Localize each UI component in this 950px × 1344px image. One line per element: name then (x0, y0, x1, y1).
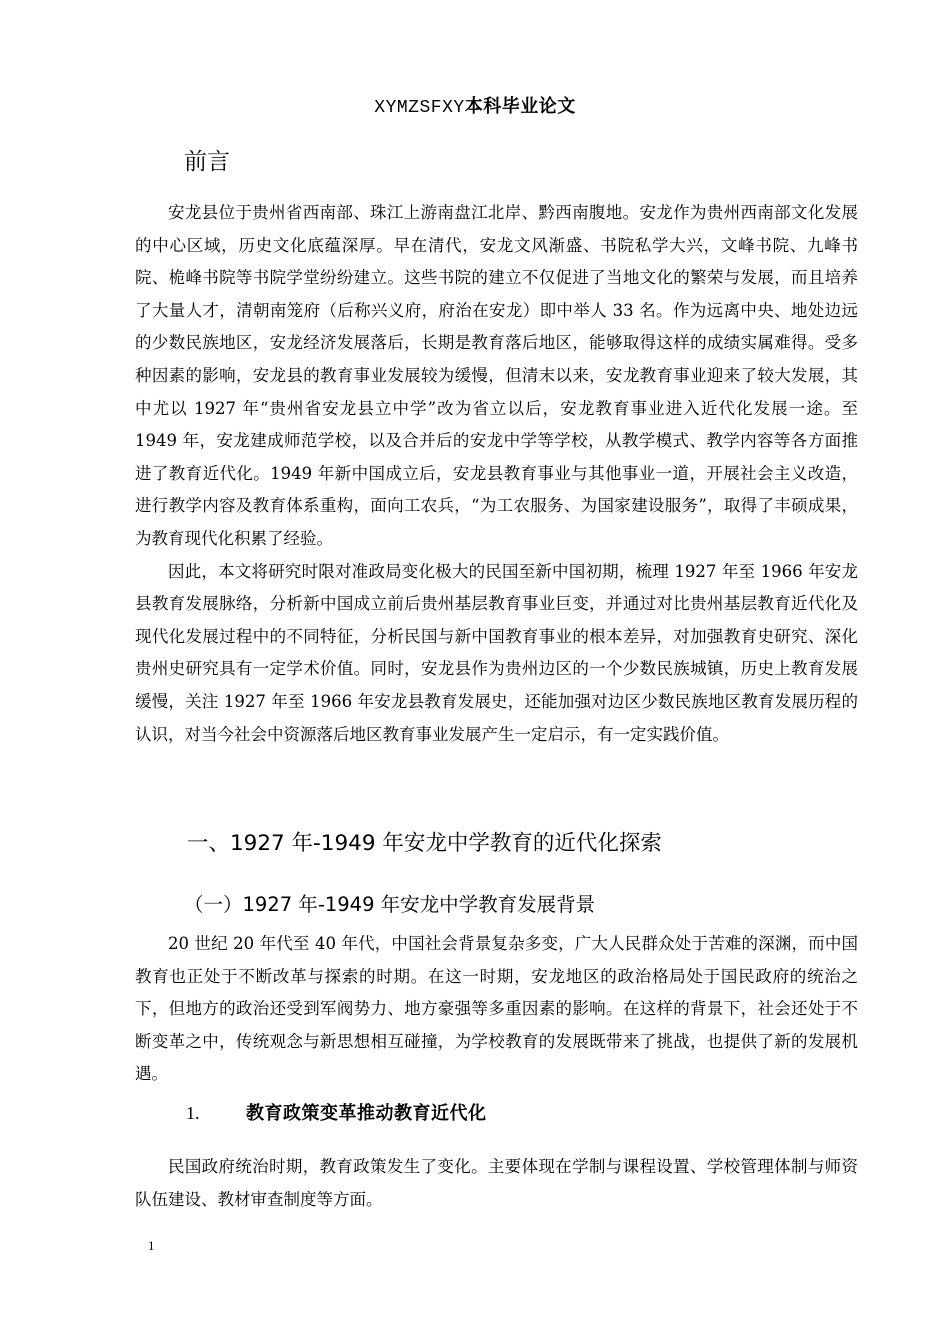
item-1-number: 1. (186, 1103, 200, 1123)
header-cjk-text: 本科毕业论文 (464, 96, 576, 117)
item-1-title: 教育政策变革推动教育近代化 (246, 1103, 487, 1124)
preface-heading: 前言 (184, 149, 230, 175)
subsection-1-paragraph: 20 世纪 20 年代至 40 年代，中国社会背景复杂多变，广大人民群众处于苦难的深渊，而中国教育也正处于不断改革与探索的时期。在这一时期，安龙地区的政治格局处于国民政府的统治之下，但地方的政治还受到军阀势力、地方豪强等多重因素的影响。在这样的背景下，社会还处于不断变革之中，传统观念与新思想相互碰撞，为学校教育的发展既带来了挑战，也提供了新的发展机遇。 (135, 934, 858, 1084)
section-1-heading: 一、1927 年-1949 年安龙中学教育的近代化探索 (187, 831, 662, 856)
item-1-paragraph: 民国政府统治时期，教育政策发生了变化。主要体现在学制与课程设置、学校管理体制与师资队伍建设、教材审查制度等方面。 (135, 1157, 858, 1209)
running-header (0, 92, 950, 118)
preface-body (135, 197, 858, 751)
header-latin-text: XYMZSFXY (374, 98, 465, 118)
item-1-heading (186, 1099, 487, 1125)
preface-paragraph-1: 安龙县位于贵州省西南部、珠江上游南盘江北岸、黔西南腹地。安龙作为贵州西南部文化发展的中心区域，历史文化底蕴深厚。早在清代，安龙文风渐盛、书院私学大兴，文峰书院、九峰书院、桅峰书院等书院学堂纷纷建立。这些书院的建立不仅促进了当地文化的繁荣与发展，而且培养了大量人才，清朝南笼府（后称兴义府，府治在安龙）即中举人 33 名。作为远离中央、地处边远的少数民族地区，安龙经济发展落后，长期是教育落后地区，能够取得这样的成绩实属难得。受多种因素的影响，安龙县的教育事业发展较为缓慢，但清末以来，安龙教育事业迎来了较大发展，其中尤以 1927 年“贵州省安龙县立中学”改为省立以后，安龙教育事业进入近代化发展一途。至 1949 年，安龙建成师范学校，以及合并后的安龙中学等学校，从教学模式、教学内容等各方面推进了教育近代化。1949 年新中国成立后，安龙县教育事业与其他事业一道，开展社会主义改造，进行教学内容及教育体系重构，面向工农兵，“为工农服务、为国家建设服务”，取得了丰硕成果，为教育现代化积累了经验。 (135, 203, 858, 548)
subsection-1-body (135, 928, 858, 1091)
item-1-body (135, 1151, 858, 1216)
preface-paragraph-2: 因此，本文将研究时限对准政局变化极大的民国至新中国初期，梳理 1927 年至 1966 年安龙县教育发展脉络，分析新中国成立前后贵州基层教育事业巨变，并通过对比贵州基层教育近代化及现代化发展过程中的不同特征，分析民国与新中国教育事业的根本差异，对加强教育史研究、深化贵州史研究具有一定学术价值。同时，安龙县作为贵州边区的一个少数民族城镇，历史上教育发展缓慢，关注 1927 年至 1966 年安龙县教育发展史，还能加强对边区少数民族地区教育发展历程的认识，对当今社会中资源落后地区教育事业发展产生一定启示，有一定实践价值。 (135, 561, 858, 744)
page-number: 1 (148, 1238, 155, 1253)
subsection-1-heading: （一）1927 年-1949 年安龙中学教育发展背景 (184, 893, 596, 916)
